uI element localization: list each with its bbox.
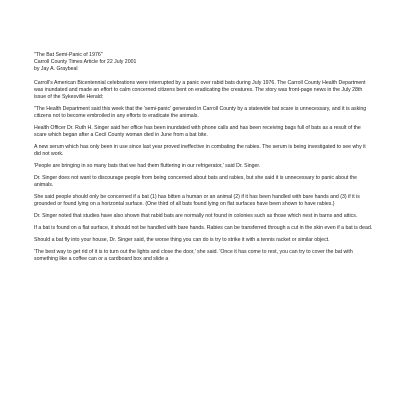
article-body [34, 80, 374, 263]
paragraph: Dr. Singer does not want to discourage people from being concerned about bats and rabies, but she said it is unnecessary to panic about the animals. [34, 175, 357, 188]
article-page [34, 52, 374, 268]
article-header [34, 52, 374, 73]
article-title: "The Bat Semi-Panic of 1976" [34, 52, 103, 58]
paragraph: She said people should only be concerned if a bat (1) has bitten a human or an animal (2) if it has been handled with bare hands and (3) if it is grounded or found lying on a horizontal surface. (One third of all bats found lying on flat surfaces have been shown to have rabies.) [34, 194, 360, 207]
article-byline: by Jay A. Graybeal [34, 66, 78, 72]
paragraph: 'The best way to get rid of it is to turn out the lights and close the door,' she said. 'Once it has come to rest, you can try to cover the bat with something like a coffee can or a cardboard box and slide a [34, 249, 353, 262]
paragraph: If a bat is found on a flat surface, it should not be handled with bare hands. Rabies can be transferred through a cut in the skin even if a bat is dead. [34, 225, 373, 231]
paragraph: Health Officer Dr. Ruth H. Singer said her office has been inundated with phone calls and has been receiving bags full of bats as a result of the scare which began after a Cecil County woman died in June from a bat bite. [34, 125, 361, 138]
article-source: Carroll County Times Article for 22 July 2001 [34, 59, 137, 65]
paragraph: Dr. Singer noted that studies have also shown that rabid bats are normally not found in colonies such as those which nest in barns and attics. [34, 213, 358, 219]
paragraph: "The Health Department said this week that the 'semi-panic' generated in Carroll County by a statewide bat scare is unnecessary, and it is asking citizens not to become embroiled in any efforts to eradicate the animals. [34, 106, 367, 119]
paragraph: Should a bat fly into your house, Dr. Singer said, the worse thing you can do is try to strike it with a tennis racket or similar object. [34, 237, 330, 243]
paragraph: 'People are bringing in so many bats that we had them fluttering in our refrigerator,' said Dr. Singer. [34, 163, 261, 169]
paragraph: Carroll's American Bicentennial celebrations were interrupted by a panic over rabid bats during July 1976. The Carroll County Health Department was inundated and made an effort to calm concerned citizens bent on eradicating the creatures. The story was front-page news in the July 28th issue of the Sykesville Herald: [34, 80, 366, 100]
paragraph: A new serum which has only been in use since last year proved ineffective in combating the rabies. The serum is being investigated to see why it did not work. [34, 144, 366, 157]
